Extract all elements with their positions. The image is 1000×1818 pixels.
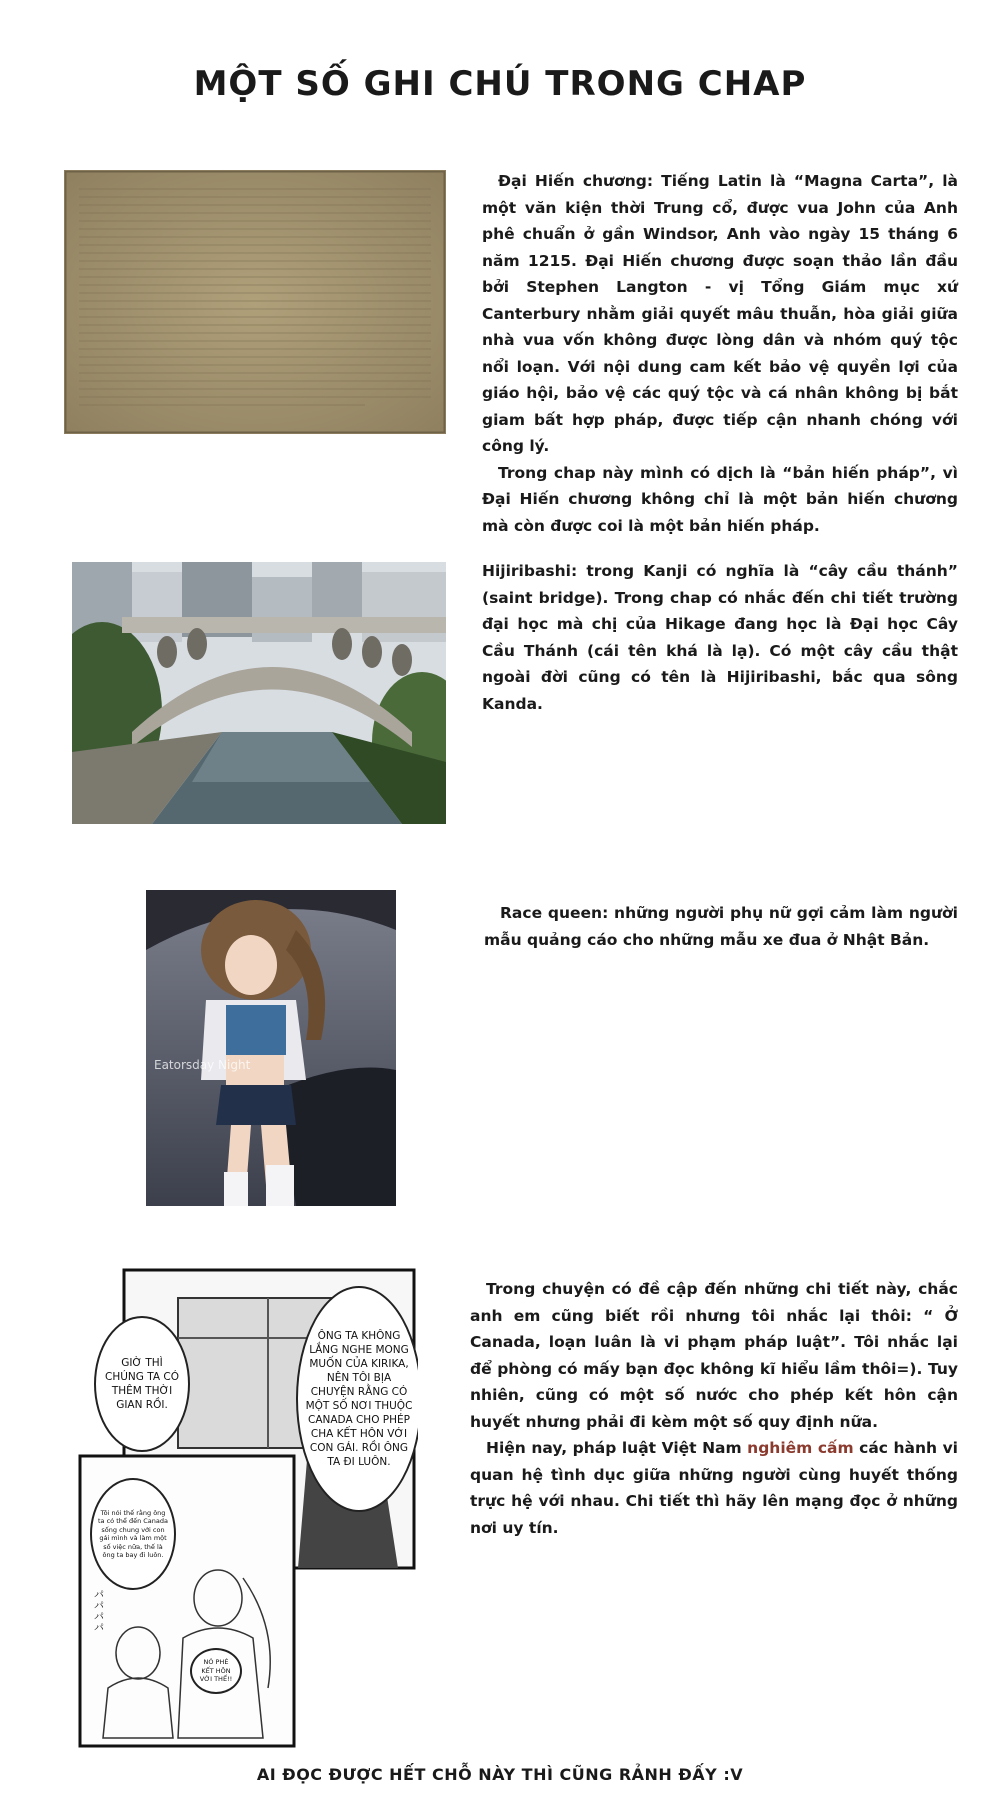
- manga-bubble-small-text: Tôi nói thế rằng ông ta có thể đến Canada sống chung với con gái mình và làm một số việc nữa, thế là ông ta bay đi luôn.: [98, 1508, 168, 1559]
- race-queen-text: [484, 900, 958, 953]
- magna-carta-image: [64, 170, 446, 434]
- page-title: MỘT SỐ GHI CHÚ TRONG CHAP: [193, 64, 807, 104]
- hijiribashi-paragraph: Hijiribashi: trong Kanji có nghĩa là “cây cầu thánh” (saint bridge). Trong chap có nhắc đến chi tiết trường đại học mà chị của Hikage đang học là Đại học Cây Cầu Thánh (cái tên khá là lạ). Có một cây cầu thật ngoài đời cũng có tên là Hijiribashi, bắc qua sông Kanda.: [482, 562, 958, 713]
- magna-carta-text: [482, 168, 958, 539]
- hijiribashi-bridge-image: [72, 562, 446, 824]
- manga-bubble-small: [90, 1478, 176, 1590]
- race-queen-image: [146, 890, 396, 1206]
- manga-bubble-right: [296, 1286, 418, 1512]
- canada-paragraph-1: Trong chuyện có đề cập đến những chi tiết này, chắc anh em cũng biết rồi nhưng tôi nhắc lại thôi: “ Ở Canada, loạn luân là vi phạm pháp luật”. Tôi nhắc lại để phòng có mấy bạn đọc không kĩ hiểu lầm thôi=). Tuy nhiên, cũng có một số nước cho phép kết hôn cận huyết nhưng phải đi kèm một số quy định nữa.: [470, 1280, 958, 1431]
- manga-bubble-tiny-text: NÓ PHÉ KẾT HÔN VỚI THẾ!!: [199, 1658, 233, 1684]
- canada-paragraph-2: [470, 1435, 958, 1541]
- manga-sfx: パパパパ: [94, 1590, 104, 1634]
- magna-carta-paragraph-1: Đại Hiến chương: Tiếng Latin là “Magna Carta”, là một văn kiện thời Trung cổ, được vua John của Anh phê chuẩn ở gần Windsor, Anh vào ngày 15 tháng 6 năm 1215. Đại Hiến chương được soạn thảo lần đầu bởi Stephen Langton - vị Tổng Giám mục xứ Canterbury nhằm giải quyết mâu thuẫn, hòa giải giữa nhà vua vốn không được lòng dân và nhóm quý tộc nổi loạn. Với nội dung cam kết bảo vệ quyền lợi của giáo hội, bảo vệ các quý tộc và cá nhân không bị bắt giam bất hợp pháp, được tiếp cận nhanh chóng với công lý.: [482, 172, 958, 455]
- manga-bubble-left-text: GIỜ THÌ CHÚNG TA CÓ THÊM THỜI GIAN RỒI.: [105, 1357, 179, 1411]
- manga-panel-image: [78, 1268, 418, 1748]
- race-queen-paragraph: Race queen: những người phụ nữ gợi cảm làm người mẫu quảng cáo cho những mẫu xe đua ở Nhật Bản.: [484, 904, 958, 949]
- strictly-prohibited-highlight: nghiêm cấm: [747, 1439, 854, 1457]
- magna-carta-paragraph-2: Trong chap này mình có dịch là “bản hiến pháp”, vì Đại Hiến chương không chỉ là một bản hiến chương mà còn được coi là một bản hiến pháp.: [482, 463, 958, 535]
- hijiribashi-text: [482, 558, 958, 717]
- race-queen-watermark: Eatorsday Night: [154, 1058, 251, 1072]
- canada-paragraph-2-lead: Hiện nay, pháp luật Việt Nam: [486, 1439, 748, 1457]
- canada-text: [470, 1276, 958, 1541]
- manga-bubble-tiny: [190, 1648, 242, 1694]
- footer-note: AI ĐỌC ĐƯỢC HẾT CHỖ NÀY THÌ CŨNG RẢNH ĐẤY :V: [256, 1765, 744, 1784]
- manga-bubble-left: [94, 1316, 190, 1452]
- manga-bubble-right-text: ÔNG TA KHÔNG LẮNG NGHE MONG MUỐN CỦA KIRIKA, NÊN TÔI BỊA CHUYỆN RẰNG CÓ MỘT SỐ NƠI THUỘC CANADA CHO PHÉP CHA KẾT HÔN VỚI CON GÁI. RỒI ÔNG TA ĐI LUÔN.: [305, 1330, 413, 1468]
- canada-paragraph-2-tail: các hành vi quan hệ tình dục giữa những người cùng huyết thống trực hệ với nhau. Chi tiết thì hãy lên mạng đọc ở những nơi uy tín.: [470, 1439, 958, 1537]
